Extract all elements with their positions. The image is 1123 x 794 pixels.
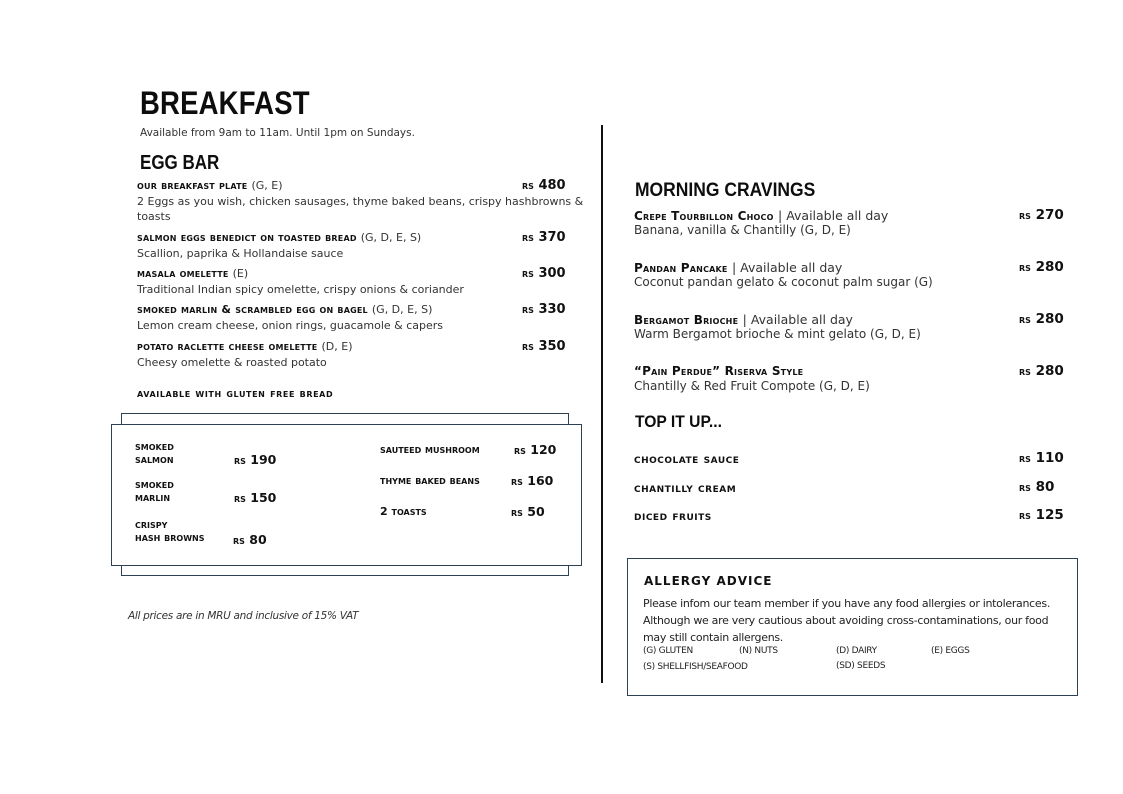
side-name-line: smoked xyxy=(135,478,174,491)
allergy-title: ALLERGY ADVICE xyxy=(644,574,773,588)
price-value: 160 xyxy=(527,473,554,488)
item-price xyxy=(1019,207,1064,223)
currency: rs xyxy=(1019,508,1031,522)
price-value: 190 xyxy=(250,452,277,467)
price-value: 370 xyxy=(538,230,566,245)
gluten-free-note: available with gluten free bread xyxy=(137,386,334,400)
item-name: Crepe Tourbillon Choco xyxy=(634,209,774,223)
side-price xyxy=(234,452,276,467)
item-description: Traditional Indian spicy omelette, crispy onions & coriander xyxy=(137,283,464,296)
item-description: Cheesy omelette & roasted potato xyxy=(137,356,327,369)
currency: rs xyxy=(522,230,534,244)
side-name-line: salmon xyxy=(135,453,174,466)
allergy-text-line: Please infom our team member if you have any food allergies or intolerances. xyxy=(643,597,1051,610)
side-item-name: sauteed mushroom xyxy=(380,443,480,456)
topping-name: chocolate sauce xyxy=(634,451,740,466)
currency: rs xyxy=(522,302,534,316)
side-name-line: marlin xyxy=(135,491,171,504)
item-description: Coconut pandan gelato & coconut palm sugar (G) xyxy=(634,275,933,289)
allergen-code: (E) EGGS xyxy=(931,646,970,656)
currency: rs xyxy=(522,339,534,353)
allergen-code: (SD) SEEDS xyxy=(836,661,886,671)
item-price xyxy=(1019,259,1064,275)
currency: rs xyxy=(514,444,526,457)
item-name: our breakfast plate xyxy=(137,179,248,192)
menu-item-title xyxy=(137,231,421,244)
side-item-name: thyme baked beans xyxy=(380,474,480,487)
sides-box xyxy=(111,424,582,566)
allergy-text-line: may still contain allergens. xyxy=(643,631,783,644)
allergen-code: (D) DAIRY xyxy=(836,646,877,656)
currency: rs xyxy=(234,454,246,467)
price-value: 110 xyxy=(1035,450,1064,466)
currency: rs xyxy=(1019,312,1031,326)
price-value: 120 xyxy=(530,442,557,457)
egg-bar-heading: EGG BAR xyxy=(140,152,220,174)
currency: rs xyxy=(1019,480,1031,494)
allergy-text xyxy=(643,595,1068,646)
item-allergens: (G, E) xyxy=(251,179,283,192)
price-footnote: All prices are in MRU and inclusive of 15% VAT xyxy=(128,610,359,622)
currency: rs xyxy=(511,506,523,519)
price-value: 280 xyxy=(1035,311,1064,327)
morning-cravings-heading: MORNING CRAVINGS xyxy=(635,180,816,201)
currency: rs xyxy=(1019,208,1031,222)
price-value: 80 xyxy=(249,532,267,547)
item-description: Lemon cream cheese, onion rings, guacamole & capers xyxy=(137,319,444,332)
page-title: BREAKFAST xyxy=(140,85,310,121)
currency: rs xyxy=(1019,364,1031,378)
allergy-text-line: Although we are very cautious about avoiding cross-contaminations, our food xyxy=(643,614,1049,627)
side-price xyxy=(511,504,545,519)
item-price xyxy=(522,302,566,317)
side-price xyxy=(514,442,556,457)
price-value: 50 xyxy=(527,504,545,519)
item-name: masala omelette xyxy=(137,267,229,280)
price-value: 300 xyxy=(538,266,566,281)
menu-item-title xyxy=(137,340,352,353)
item-availability: | Available all day xyxy=(742,312,853,327)
side-name-line: smoked xyxy=(135,440,174,453)
item-name: Pandan Pancake xyxy=(634,261,728,275)
price-value: 280 xyxy=(1035,259,1064,275)
price-value: 150 xyxy=(250,490,277,505)
menu-item-title xyxy=(137,267,248,280)
topping-price xyxy=(1019,450,1064,466)
side-item-name xyxy=(135,518,205,544)
side-name-line: crispy xyxy=(135,518,168,531)
item-price xyxy=(1019,363,1064,379)
side-price xyxy=(234,490,276,505)
item-availability: | Available all day xyxy=(778,208,889,223)
item-description: Chantilly & Red Fruit Compote (G, D, E) xyxy=(634,379,870,393)
price-value: 270 xyxy=(1035,207,1064,223)
topping-price xyxy=(1019,479,1054,495)
desc-line: 2 Eggs as you wish, chicken sausages, thyme baked beans, crispy hashbrowns & xyxy=(137,195,584,208)
top-it-up-heading: TOP IT UP... xyxy=(635,412,722,431)
item-price xyxy=(522,266,566,281)
topping-price xyxy=(1019,507,1064,523)
item-allergens: (G, D, E, S) xyxy=(371,303,433,316)
item-description: Warm Bergamot brioche & mint gelato (G, D, E) xyxy=(634,327,921,341)
currency: rs xyxy=(1019,260,1031,274)
item-availability: | Available all day xyxy=(732,260,843,275)
item-allergens: (D, E) xyxy=(321,340,353,353)
menu-item-title xyxy=(137,303,432,316)
price-value: 280 xyxy=(1035,363,1064,379)
side-item-name xyxy=(135,440,174,466)
price-value: 80 xyxy=(1035,479,1055,495)
side-name-line: hash browns xyxy=(135,531,205,544)
item-allergens: (G, D, E, S) xyxy=(360,231,422,244)
menu-item-title xyxy=(634,364,803,378)
item-description: Banana, vanilla & Chantilly (G, D, E) xyxy=(634,223,851,237)
item-price xyxy=(1019,311,1064,327)
menu-item-title xyxy=(634,208,888,223)
item-name: smoked marlin & scrambled egg on bagel xyxy=(137,303,368,316)
item-name: potato raclette cheese omelette xyxy=(137,340,318,353)
currency: rs xyxy=(233,534,245,547)
column-divider xyxy=(601,125,603,683)
price-value: 350 xyxy=(538,339,566,354)
side-item-name xyxy=(135,478,174,504)
currency: rs xyxy=(522,178,534,192)
side-price xyxy=(511,473,553,488)
item-price xyxy=(522,230,566,245)
topping-name: chantilly cream xyxy=(634,480,737,495)
topping-name: diced fruits xyxy=(634,508,712,523)
item-name: salmon eggs benedict on toasted bread xyxy=(137,231,357,244)
side-price xyxy=(233,532,267,547)
item-name: Bergamot Brioche xyxy=(634,313,739,327)
item-description: Scallion, paprika & Hollandaise sauce xyxy=(137,247,344,260)
menu-item-title xyxy=(634,312,853,327)
item-price xyxy=(522,178,566,193)
currency: rs xyxy=(234,492,246,505)
price-value: 330 xyxy=(538,302,566,317)
price-value: 125 xyxy=(1035,507,1064,523)
item-price xyxy=(522,339,566,354)
currency: rs xyxy=(511,475,523,488)
desc-line: toasts xyxy=(137,210,171,223)
currency: rs xyxy=(1019,451,1031,465)
side-item-name: 2 toasts xyxy=(380,505,427,518)
allergen-code: (N) NUTS xyxy=(739,646,778,656)
availability-note: Available from 9am to 11am. Until 1pm on Sundays. xyxy=(140,127,415,139)
price-value: 480 xyxy=(538,178,566,193)
allergen-code: (S) SHELLFISH/SEAFOOD xyxy=(643,662,748,672)
allergen-code: (G) GLUTEN xyxy=(643,646,693,656)
item-name: “Pain Perdue” Riserva Style xyxy=(634,364,804,378)
menu-item-title xyxy=(137,179,283,192)
currency: rs xyxy=(522,266,534,280)
item-allergens: (E) xyxy=(232,267,249,280)
item-description xyxy=(137,194,583,224)
menu-item-title xyxy=(634,260,842,275)
